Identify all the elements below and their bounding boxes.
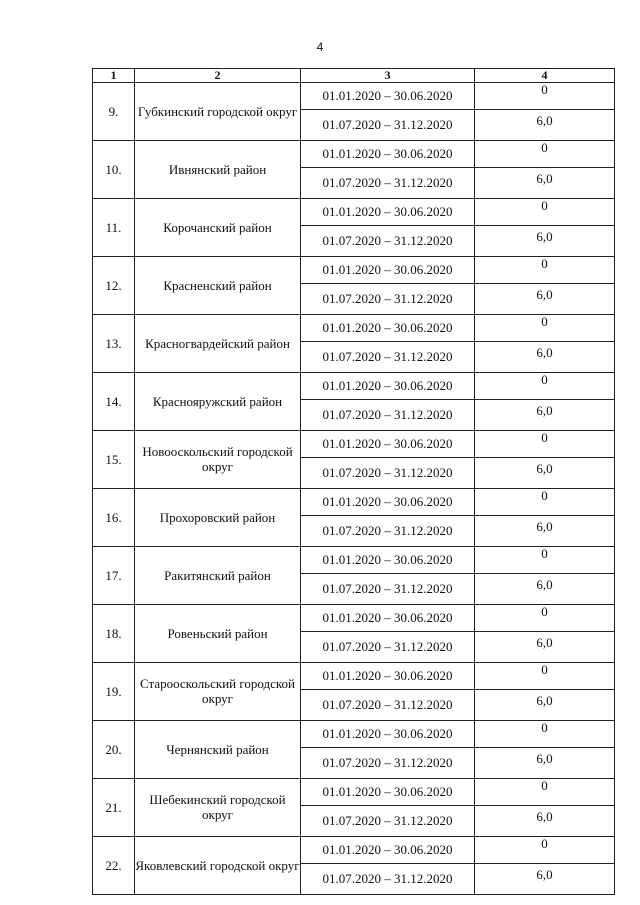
rate-cell: 0 (475, 837, 615, 864)
period-cell: 01.01.2020 – 30.06.2020 (301, 257, 475, 284)
municipality-name: Корочанский район (135, 199, 301, 257)
table-row (93, 779, 615, 806)
municipality-name: Красненский район (135, 257, 301, 315)
rate-cell: 0 (475, 663, 615, 690)
rate-cell: 6,0 (475, 574, 615, 605)
period-cell: 01.07.2020 – 31.12.2020 (301, 864, 475, 895)
period-cell: 01.01.2020 – 30.06.2020 (301, 547, 475, 574)
period-cell: 01.01.2020 – 30.06.2020 (301, 83, 475, 110)
row-number: 20. (93, 721, 135, 779)
period-cell: 01.07.2020 – 31.12.2020 (301, 458, 475, 489)
period-cell: 01.01.2020 – 30.06.2020 (301, 663, 475, 690)
rate-cell: 0 (475, 83, 615, 110)
period-cell: 01.01.2020 – 30.06.2020 (301, 721, 475, 748)
table-row (93, 605, 615, 632)
period-cell: 01.07.2020 – 31.12.2020 (301, 632, 475, 663)
municipality-name: Прохоровский район (135, 489, 301, 547)
rate-cell: 0 (475, 489, 615, 516)
period-cell: 01.07.2020 – 31.12.2020 (301, 168, 475, 199)
period-cell: 01.01.2020 – 30.06.2020 (301, 837, 475, 864)
period-cell: 01.07.2020 – 31.12.2020 (301, 748, 475, 779)
row-number: 16. (93, 489, 135, 547)
municipality-name: Новооскольский городской округ (135, 431, 301, 489)
rate-cell: 0 (475, 199, 615, 226)
municipality-name: Ровеньский район (135, 605, 301, 663)
table-row (93, 489, 615, 516)
header-cell: 4 (475, 69, 615, 83)
period-cell: 01.07.2020 – 31.12.2020 (301, 400, 475, 431)
rate-cell: 6,0 (475, 516, 615, 547)
header-cell: 1 (93, 69, 135, 83)
rate-cell: 0 (475, 779, 615, 806)
period-cell: 01.01.2020 – 30.06.2020 (301, 489, 475, 516)
rate-cell: 6,0 (475, 284, 615, 315)
table-row (93, 721, 615, 748)
rate-cell: 0 (475, 141, 615, 168)
municipality-name: Яковлевский городской округ (135, 837, 301, 895)
row-number: 18. (93, 605, 135, 663)
municipality-name: Шебекинский городской округ (135, 779, 301, 837)
table-header-row (93, 69, 615, 83)
row-number: 15. (93, 431, 135, 489)
row-number: 22. (93, 837, 135, 895)
table-row (93, 547, 615, 574)
rates-table (92, 68, 615, 895)
rate-cell: 0 (475, 257, 615, 284)
rate-cell: 6,0 (475, 342, 615, 373)
municipality-name: Ивнянский район (135, 141, 301, 199)
rate-cell: 0 (475, 605, 615, 632)
table-row (93, 315, 615, 342)
period-cell: 01.01.2020 – 30.06.2020 (301, 431, 475, 458)
header-cell: 2 (135, 69, 301, 83)
period-cell: 01.07.2020 – 31.12.2020 (301, 574, 475, 605)
period-cell: 01.07.2020 – 31.12.2020 (301, 690, 475, 721)
municipality-name: Краснояружский район (135, 373, 301, 431)
municipality-name: Чернянский район (135, 721, 301, 779)
municipality-name: Губкинский городской округ (135, 83, 301, 141)
rate-cell: 6,0 (475, 458, 615, 489)
period-cell: 01.07.2020 – 31.12.2020 (301, 806, 475, 837)
rate-cell: 0 (475, 547, 615, 574)
rate-cell: 6,0 (475, 168, 615, 199)
period-cell: 01.01.2020 – 30.06.2020 (301, 199, 475, 226)
rate-cell: 0 (475, 721, 615, 748)
period-cell: 01.01.2020 – 30.06.2020 (301, 605, 475, 632)
row-number: 14. (93, 373, 135, 431)
row-number: 10. (93, 141, 135, 199)
table-row (93, 83, 615, 110)
table-row (93, 431, 615, 458)
row-number: 21. (93, 779, 135, 837)
rate-cell: 6,0 (475, 110, 615, 141)
rate-cell: 6,0 (475, 632, 615, 663)
rate-cell: 6,0 (475, 226, 615, 257)
period-cell: 01.07.2020 – 31.12.2020 (301, 284, 475, 315)
row-number: 17. (93, 547, 135, 605)
period-cell: 01.01.2020 – 30.06.2020 (301, 779, 475, 806)
period-cell: 01.07.2020 – 31.12.2020 (301, 110, 475, 141)
row-number: 12. (93, 257, 135, 315)
period-cell: 01.07.2020 – 31.12.2020 (301, 516, 475, 547)
period-cell: 01.07.2020 – 31.12.2020 (301, 342, 475, 373)
row-number: 9. (93, 83, 135, 141)
municipality-name: Красногвардейский район (135, 315, 301, 373)
table-row (93, 373, 615, 400)
row-number: 11. (93, 199, 135, 257)
period-cell: 01.01.2020 – 30.06.2020 (301, 315, 475, 342)
municipality-name: Старооскольский городской округ (135, 663, 301, 721)
row-number: 19. (93, 663, 135, 721)
period-cell: 01.01.2020 – 30.06.2020 (301, 141, 475, 168)
rate-cell: 6,0 (475, 400, 615, 431)
rate-cell: 0 (475, 431, 615, 458)
row-number: 13. (93, 315, 135, 373)
rate-cell: 6,0 (475, 864, 615, 895)
header-cell: 3 (301, 69, 475, 83)
table-row (93, 257, 615, 284)
table-row (93, 141, 615, 168)
rate-cell: 0 (475, 373, 615, 400)
table-row (93, 837, 615, 864)
municipality-name: Ракитянский район (135, 547, 301, 605)
rate-cell: 6,0 (475, 806, 615, 837)
page-number: 4 (316, 40, 324, 54)
table-row (93, 199, 615, 226)
period-cell: 01.01.2020 – 30.06.2020 (301, 373, 475, 400)
rate-cell: 6,0 (475, 690, 615, 721)
rate-cell: 6,0 (475, 748, 615, 779)
table-row (93, 663, 615, 690)
rate-cell: 0 (475, 315, 615, 342)
period-cell: 01.07.2020 – 31.12.2020 (301, 226, 475, 257)
